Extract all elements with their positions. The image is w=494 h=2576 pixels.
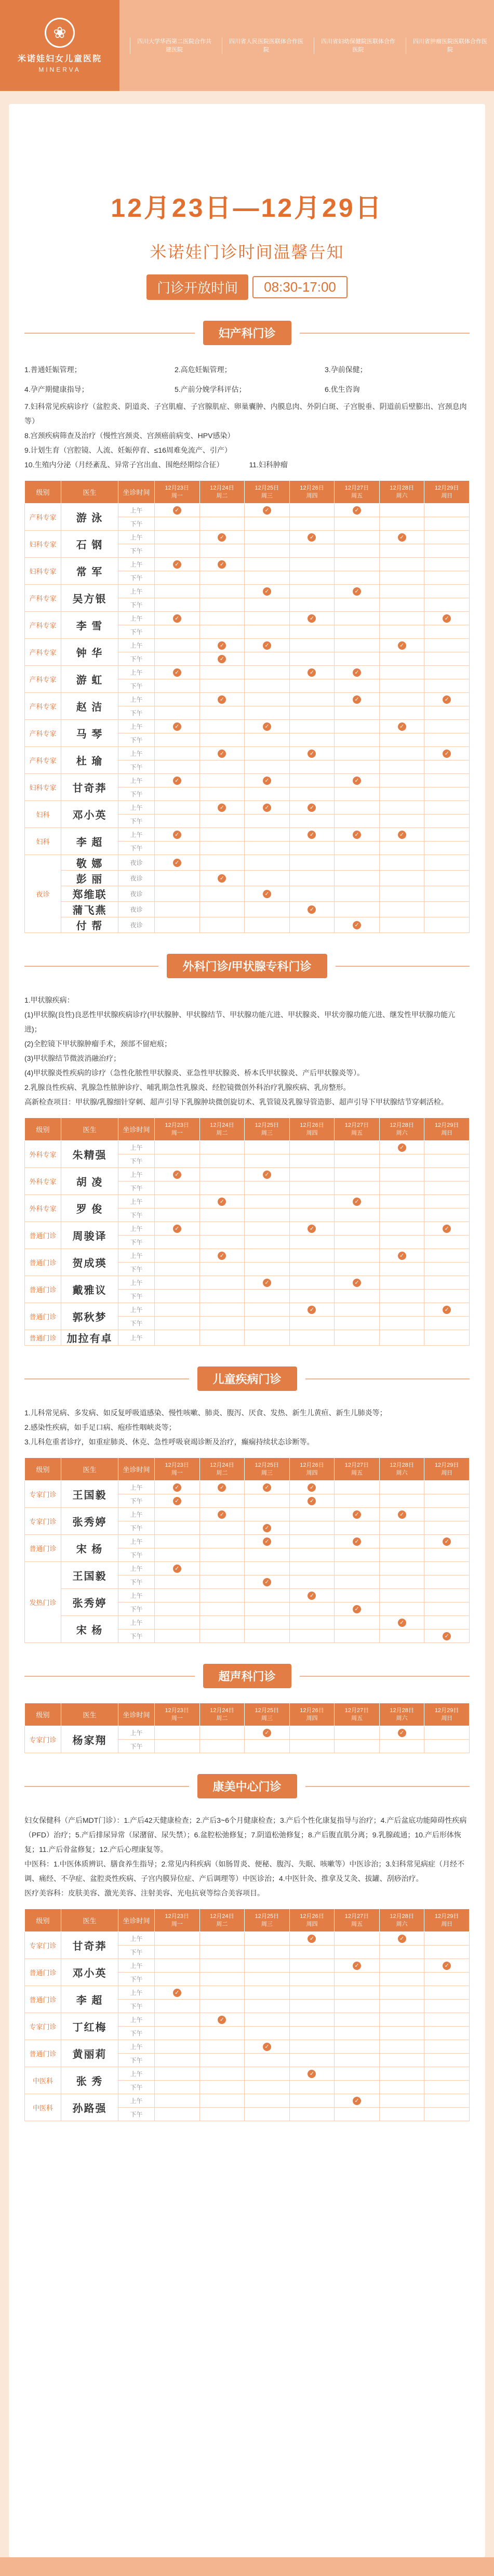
header-banner <box>0 0 494 91</box>
partner-item: 四川省妇幼保健院医联体合作医院 <box>314 37 397 54</box>
schedule-table-gyn <box>24 480 470 933</box>
gyn-paragraph: 9.计划生育（宫腔镜、人流、妊娠停育、≤16周难免流产、引产） <box>24 446 232 454</box>
service-item: 2.高危妊娠管理； <box>175 365 232 374</box>
section-title: 超声科门诊 <box>203 1664 291 1688</box>
beauty-paragraph: 中医科：1.中医体质辨识、膳食养生指导；2.常见内科疾病（如肠胃炎、便秘、腹泻、失眠、咳嗽等）中医诊治；3.妇科常见病症（月经不调、痛经、不孕症、盆腔炎性疾病、子宫内膜异位症、产后调理等）中医诊治；4.中医针灸、推拿及艾灸、拔罐、刮痧治疗。 <box>24 1860 465 1883</box>
col-day: 12月23日 周一 <box>155 481 200 504</box>
page-title: 12月23日—12月29日 <box>111 193 383 222</box>
col-day: 12月29日 周日 <box>424 481 470 504</box>
footer-bar <box>0 2557 494 2576</box>
service-item: 6.优生咨询 <box>325 385 360 393</box>
thyroid-paragraph: (2)全腔镜下甲状腺肿瘤手术，颈部不留疤痕； <box>24 1040 172 1048</box>
peds-paragraph: 1.儿科常见病、多发病、如反复呼吸道感染、慢性咳嗽、肺炎、腹泻、厌食、发热、新生儿黄疸、新生儿肺炎等； <box>24 1409 387 1417</box>
section-header-us <box>24 1664 470 1688</box>
gyn-paragraph: 7.妇科常见疾病诊疗（盆腔炎、阴道炎、子宫肌瘤、子宫腺肌症、卵巢囊肿、内膜息肉、外阴白斑、子宫脱垂、阴道前后壁膨出、宫颈息肉等） <box>24 402 467 425</box>
beauty-paragraph: 妇女保健科（产后MDT门诊）：1.产后42天健康检查；2.产后3~6个月健康检查；3.产后个性化康复指导与治疗；4.产后盆底功能障碍性疾病（PFD）治疗；5.产后排尿异常（尿潴留、尿失禁）；6.盆腔松弛修复；7.阴道松弛修复；8.产后腹直肌分离；9.乳腺疏通；10.产后形体恢复；11.产后骨盆修复；12.产后心理康复等。 <box>24 1816 467 1854</box>
partner-item: 四川省人民医院医联体合作医院 <box>222 37 305 54</box>
thyroid-paragraph: 2.乳腺良性疾病、乳腺急性脓肿诊疗、哺乳期急性乳腺炎、经腔镜微创外科治疗乳腺疾病、乳房整形。 <box>24 1083 351 1092</box>
section-title: 儿童疾病门诊 <box>197 1366 297 1391</box>
flower-icon: ❀ <box>45 18 75 48</box>
gyn-text <box>24 399 470 472</box>
schedule-table-peds: 级别 医生 坐诊时间 12月23日 周一 12月24日 周二 12月25日 周三 12月26日 周四 12月27日 周五 12月28日 周六 12月29日 周日 专家门诊 王国毅 上午 ✓ ✓ ✓ ✓ 下午 ✓ ✓ 专家门诊 张秀婷 上午 ✓ ✓ ✓ 下午 ✓ 普通门诊 宋 杨 上午 ✓ ✓ ✓ 下午 发热门诊 王国毅 上午 ✓ 下午 ✓ 张秀婷 上午 ✓ 下午 ✓ 宋 杨 上午 ✓ 下午 ✓ <box>24 1457 470 1643</box>
thyroid-paragraph: (1)甲状腺(良性)良恶性甲状腺疾病诊疗(甲状腺肿、甲状腺结节、甲状腺功能亢进、甲状腺炎、甲状旁腺功能亢进、继发性甲状腺功能亢进)； <box>24 1010 456 1033</box>
beauty-text <box>24 1813 470 1900</box>
hospital-logo <box>0 0 119 91</box>
peds-paragraph: 3.儿科危重者诊疗，如重症肺炎、休克、急性呼吸衰竭诊断及治疗，癫痫持续状态诊断等。 <box>24 1438 314 1446</box>
partner-item: 四川大学华西第二医院合作共建医院 <box>130 37 213 54</box>
col-day: 12月26日 周四 <box>289 481 335 504</box>
col-day: 12月28日 周六 <box>379 481 424 504</box>
peds-text <box>24 1405 470 1449</box>
peds-paragraph: 2.感染性疾病，如手足口病、疱疹性咽峡炎等； <box>24 1423 176 1431</box>
hours-label: 门诊开放时间 <box>146 274 248 300</box>
schedule-table-beauty: 级别 医生 坐诊时间 12月23日 周一 12月24日 周二 12月25日 周三 12月26日 周四 12月27日 周五 12月28日 周六 12月29日 周日 专家门诊 甘奇莽 上午 ✓ ✓ 下午 普通门诊 邓小英 上午 ✓ ✓ 下午 普通门诊 李 超 上午 ✓ 下午 专家门诊 丁红梅 上午 ✓ 下午 普通门诊 黄丽莉 上午 ✓ 下午 中医科 张 秀 上午 ✓ 下午 中医科 孙路强 上午 ✓ 下午 <box>24 1909 470 2121</box>
gyn-paragraph: 10.生殖内分泌（月经紊乱、异常子宫出血、围绝经期综合征） 11.妇科肿瘤 <box>24 461 288 469</box>
service-item: 1.普通妊娠管理； <box>24 365 82 374</box>
section-title: 康美中心门诊 <box>197 1774 297 1798</box>
notice-card <box>9 104 485 2557</box>
logo-en: MINERVA <box>38 66 81 73</box>
logo-name: 米诺娃妇女儿童医院 <box>17 55 102 63</box>
col-day: 12月25日 周三 <box>245 481 290 504</box>
gyn-services <box>24 360 470 399</box>
section-title: 妇产科门诊 <box>203 321 291 345</box>
gyn-paragraph: 8.宫颈疾病筛查及治疗（慢性宫颈炎、宫颈癌前病变、HPV感染） <box>24 431 235 440</box>
opening-hours <box>24 274 470 300</box>
service-item: 5.产前分娩学科评估； <box>175 385 246 393</box>
thyroid-paragraph: 高新检查项目：甲状腺/乳腺细针穿刺、超声引导下乳腺肿块微创旋切术、乳管镜及乳腺导管造影、超声引导下甲状腺结节穿刺活检。 <box>24 1098 448 1106</box>
thyroid-text <box>24 993 470 1109</box>
thyroid-paragraph: (4)甲状腺炎性疾病的诊疗（急性化脓性甲状腺炎、亚急性甲状腺炎、桥本氏甲状腺炎、产后甲状腺炎等）。 <box>24 1069 365 1077</box>
thyroid-paragraph: (3)甲状腺结节微波消融治疗； <box>24 1054 121 1062</box>
section-header-peds <box>24 1366 470 1391</box>
section-header-thyroid <box>24 954 470 978</box>
partner-list <box>130 10 489 81</box>
schedule-table-us: 级别 医生 坐诊时间 12月23日 周一 12月24日 周二 12月25日 周三 12月26日 周四 12月27日 周五 12月28日 周六 12月29日 周日 专家门诊 杨家翔 上午 ✓ ✓ 下午 <box>24 1703 470 1753</box>
service-item: 3.孕前保健； <box>325 365 367 374</box>
page-subtitle: 米诺娃门诊时间温馨告知 <box>150 243 344 261</box>
schedule-table-thyroid: 级别 医生 坐诊时间 12月23日 周一 12月24日 周二 12月25日 周三 12月26日 周四 12月27日 周五 12月28日 周六 12月29日 周日 外科专家 朱精强 上午 ✓ 下午 外科专家 胡 凌 上午 ✓ ✓ 下午 外科专家 罗 俊 上午 ✓ ✓ 下午 普通门诊 周骏译 上午 ✓ ✓ ✓ 下午 普通门诊 贺成瑛 上午 ✓ ✓ 下午 普通门诊 戴雅议 上午 ✓ ✓ 下午 普通门诊 郭秋梦 上午 ✓ ✓ 下午 普通门诊 加拉有卓 上午 <box>24 1118 470 1346</box>
hours-value: 08:30-17:00 <box>252 276 348 298</box>
section-title: 外科门诊/甲状腺专科门诊 <box>167 954 327 978</box>
col-level: 级别 <box>25 481 61 504</box>
service-item: 4.孕产期健康指导； <box>24 385 89 393</box>
section-header-gyn <box>24 321 470 345</box>
col-day: 12月24日 周二 <box>199 481 245 504</box>
beauty-paragraph: 医疗美容科：皮肤美容、激光美容、注射美容、光电抗衰等综合美容项目。 <box>24 1889 264 1897</box>
col-day: 12月27日 周五 <box>335 481 380 504</box>
col-doctor: 医生 <box>61 481 118 504</box>
partner-item: 四川省肿瘤医院医联体合作医院 <box>406 37 489 54</box>
gyn-body: 产科专家 游 泳 上午 ✓ ✓ ✓ 下午 妇科专家 石 钢 上午 ✓ ✓ ✓ 下午 妇科专家 常 军 上午 ✓ ✓ 下午 产科专家 吴方银 上午 ✓ ✓ 下午 产科专家 李 雪 上午 ✓ ✓ ✓ 下午 产科专家 钟 华 上午 ✓ ✓ ✓ 下午 ✓ 产科专家 游 虹 上午 ✓ ✓ ✓ 下午 产科专家 赵 洁 上午 ✓ ✓ ✓ 下午 产科专家 马 琴 上午 ✓ ✓ ✓ 下午 产科专家 杜 瑜 上午 ✓ ✓ ✓ 下午 妇科专家 甘奇莽 上午 ✓ ✓ ✓ 下午 妇科 邓小英 上午 ✓ ✓ ✓ 下午 妇科 李 超 上午 ✓ ✓ ✓ ✓ 下午 夜诊 敬 娜 夜诊 ✓ 彭 丽 夜诊 ✓ 郑维联 夜诊 ✓ 蒲飞燕 夜诊 ✓ 付 帮 夜诊 ✓ <box>25 504 470 933</box>
section-header-beauty <box>24 1774 470 1798</box>
thyroid-paragraph: 1.甲状腺疾病： <box>24 996 74 1004</box>
col-period: 坐诊时间 <box>118 481 155 504</box>
